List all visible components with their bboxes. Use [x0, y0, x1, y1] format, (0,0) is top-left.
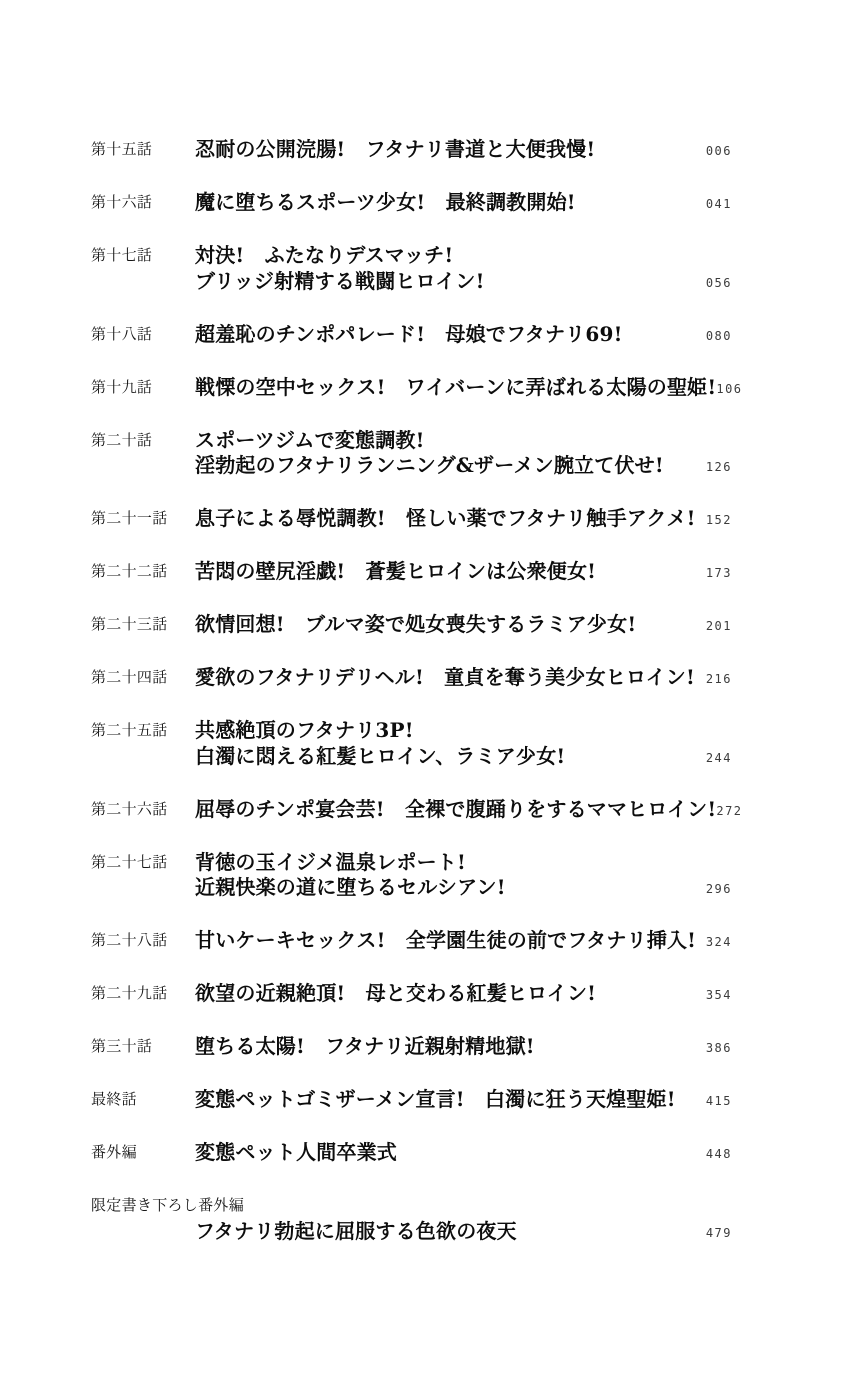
chapter-title-line: 背徳の玉イジメ温泉レポート!	[195, 849, 466, 874]
toc-entry	[0, 718, 843, 769]
chapter-title-line: 息子による辱悦調教! 怪しい薬でフタナリ触手アクメ!	[195, 506, 696, 530]
page-number: 152	[705, 513, 732, 527]
toc-entry	[0, 190, 843, 216]
chapter-label: 第十九話	[91, 377, 153, 396]
chapter-label: 限定書き下ろし番外編	[91, 1196, 245, 1214]
page-number: 041	[705, 197, 732, 211]
chapter-title-line: 超羞恥のチンポパレード! 母娘でフタナリ69!	[195, 321, 623, 346]
chapter-label: 第二十五話	[91, 721, 168, 739]
chapter-title-line: ブリッジ射精する戦闘ヒロイン!	[195, 268, 485, 293]
page-number: 415	[705, 1094, 732, 1108]
table-of-contents	[0, 137, 843, 1272]
chapter-label: 第二十二話	[91, 562, 168, 580]
chapter-title-line: 淫勃起のフタナリランニング&ザーメン腕立て伏せ!	[195, 453, 664, 477]
chapter-title-line: 白濁に悶える紅髪ヒロイン、ラミア少女!	[195, 743, 566, 768]
chapter-title	[195, 243, 706, 294]
chapter-title-line: 忍耐の公開浣腸! フタナリ書道と大便我慢!	[195, 137, 596, 161]
toc-entry	[0, 428, 843, 479]
chapter-title	[195, 850, 706, 901]
toc-entry	[0, 506, 843, 532]
chapter-title	[195, 928, 706, 954]
chapter-label: 第二十一話	[91, 509, 168, 527]
toc-entry	[0, 797, 843, 823]
chapter-label: 第二十三話	[91, 615, 168, 633]
chapter-label: 番外編	[91, 1143, 137, 1161]
chapter-title	[195, 665, 706, 691]
chapter-title-line: 対決! ふたなりデスマッチ!	[195, 243, 454, 267]
chapter-title	[195, 612, 706, 638]
chapter-title-line: 屈辱のチンポ宴会芸! 全裸で腹踊りをするママヒロイン!	[195, 796, 717, 821]
chapter-label: 第十七話	[91, 246, 153, 264]
chapter-title-line: 魔に堕ちるスポーツ少女! 最終調教開始!	[195, 190, 576, 214]
chapter-title	[195, 981, 706, 1007]
page-number: 201	[705, 619, 732, 633]
chapter-title	[195, 375, 716, 401]
page-number: 126	[705, 460, 732, 474]
toc-entry	[0, 1087, 843, 1113]
toc-entry	[0, 243, 843, 294]
toc-entry	[0, 612, 843, 638]
chapter-label: 第二十六話	[91, 799, 168, 818]
chapter-label: 第二十話	[91, 430, 153, 449]
toc-entry	[0, 375, 843, 401]
toc-entry	[0, 1193, 843, 1244]
page-number: 216	[705, 672, 732, 686]
page-number: 354	[705, 988, 732, 1002]
page-number: 386	[705, 1041, 732, 1055]
page-number: 448	[705, 1147, 732, 1161]
chapter-title	[195, 428, 706, 479]
chapter-title-line: 甘いケーキセックス! 全学園生徒の前でフタナリ挿入!	[195, 928, 697, 952]
chapter-title	[195, 1219, 706, 1245]
chapter-title	[195, 1034, 706, 1060]
chapter-title-line: 変態ペットゴミザーメン宣言! 白濁に狂う天煌聖姫!	[195, 1087, 676, 1111]
chapter-title-line: 変態ペット人間卒業式	[195, 1140, 397, 1164]
toc-entry	[0, 137, 843, 163]
toc-entry	[0, 850, 843, 901]
chapter-label: 第十八話	[91, 324, 153, 343]
chapter-title	[195, 718, 706, 769]
toc-entry	[0, 1034, 843, 1060]
chapter-title	[195, 797, 716, 823]
page-number: 296	[705, 882, 732, 896]
chapter-label: 第二十四話	[91, 668, 168, 686]
chapter-title	[195, 137, 706, 163]
chapter-title-line: 共感絶頂のフタナリ3P!	[195, 718, 414, 742]
toc-entry	[0, 559, 843, 585]
chapter-label: 第二十七話	[91, 852, 168, 871]
toc-entry	[0, 981, 843, 1007]
chapter-title-line: 苦悶の壁尻淫戯! 蒼髪ヒロインは公衆便女!	[195, 559, 597, 583]
chapter-title-line: 欲望の近親絶頂! 母と交わる紅髪ヒロイン!	[195, 981, 597, 1005]
page-number: 324	[705, 935, 732, 949]
toc-entry	[0, 1140, 843, 1166]
chapter-title-line: フタナリ勃起に屈服する色欲の夜天	[195, 1218, 517, 1243]
chapter-title-line: 堕ちる太陽! フタナリ近親射精地獄!	[195, 1034, 535, 1058]
toc-entry	[0, 322, 843, 348]
page-number: 244	[705, 750, 732, 765]
chapter-label: 第三十話	[91, 1037, 153, 1055]
chapter-title	[195, 1140, 706, 1166]
chapter-title-line: 戦慄の空中セックス! ワイバーンに弄ばれる太陽の聖姫!	[195, 374, 717, 399]
page-number: 173	[705, 566, 732, 580]
chapter-label: 第二十八話	[91, 931, 168, 949]
page-number: 272	[716, 803, 743, 818]
chapter-title	[195, 559, 706, 585]
chapter-label: 第十五話	[91, 140, 153, 158]
chapter-title-line: 欲情回想! ブルマ姿で処女喪失するラミア少女!	[195, 612, 637, 636]
chapter-title-line: 近親快楽の道に堕ちるセルシアン!	[195, 875, 506, 899]
chapter-title	[195, 190, 706, 216]
page-number: 056	[705, 275, 732, 290]
toc-entry	[0, 928, 843, 954]
chapter-label: 第二十九話	[91, 984, 168, 1002]
chapter-title	[195, 506, 706, 532]
chapter-title-line: スポーツジムで変態調教!	[195, 427, 425, 452]
toc-entry	[0, 665, 843, 691]
chapter-label: 第十六話	[91, 193, 153, 211]
page-number: 080	[705, 328, 732, 343]
page-number: 006	[705, 144, 732, 158]
chapter-title	[195, 322, 706, 348]
page-number: 479	[705, 1225, 732, 1240]
page-number: 106	[716, 381, 743, 396]
chapter-label: 最終話	[91, 1090, 137, 1108]
chapter-title	[195, 1087, 706, 1113]
chapter-title-line: 愛欲のフタナリデリヘル! 童貞を奪う美少女ヒロイン!	[195, 665, 695, 689]
